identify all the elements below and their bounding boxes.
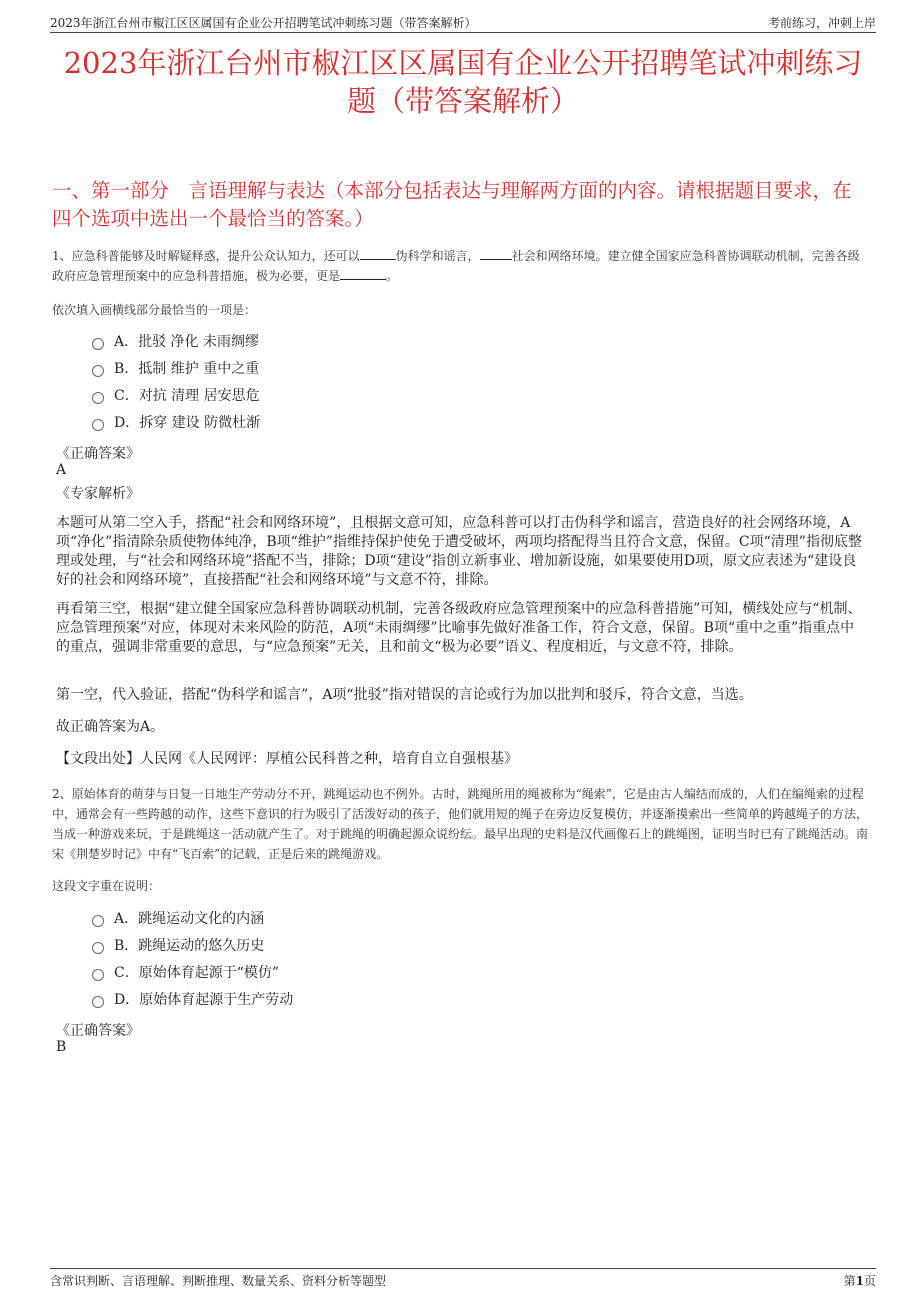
- question-1-option-a[interactable]: A．批驳 净化 未雨绸缪: [92, 331, 259, 353]
- radio-icon[interactable]: [92, 942, 104, 954]
- question-2-option-b[interactable]: B．跳绳运动的悠久历史: [92, 935, 264, 957]
- question-1-option-b[interactable]: B．抵制 维护 重中之重: [92, 358, 259, 380]
- question-1-stem: 1、应急科普能够及时解疑释惑，提升公众认知力，还可以 伪科学和谣言， 社会和网络环境。建立健全国家应急科普协调联动机制，完善各级政府应急管理预案中的应急科普措施，极为必要，更是 。: [52, 249, 860, 283]
- radio-icon[interactable]: [92, 915, 104, 927]
- question-2-stem: 2、原始体育的萌芽与日复一日地生产劳动分不开，跳绳运动也不例外。古时，跳绳所用的绳被称为“绳索”，它是由古人编结而成的，人们在编绳索的过程中，通常会有一些跨越的动作，这些下意识的行为吸引了活泼好动的孩子，他们就用短的绳子在旁边反复模仿，并逐渐摸索出一些简单的跨越绳子的方法，当成一种游戏来玩，于是跳绳这一活动就产生了。对于跳绳的明确起源众说纷纭。最早出现的史料是汉代画像石上的跳绳图，证明当时已有了跳绳活动。南宋《荆楚岁时记》中有“飞百索”的记载，正是后来的跳绳游戏。: [52, 787, 869, 861]
- question-2-prompt: 这段文字重在说明：: [52, 879, 161, 893]
- analysis-paragraph: 第一空，代入验证，搭配“伪科学和谣言”，A项“批驳”指对错误的言论或行为加以批判和驳斥，符合文意，当选。: [56, 687, 753, 703]
- question-2-option-c[interactable]: C．原始体育起源于“模仿”: [92, 962, 279, 984]
- radio-icon[interactable]: [92, 392, 104, 404]
- page-footer: [50, 1268, 876, 1291]
- question-1-option-d[interactable]: D．拆穿 建设 防微杜渐: [92, 412, 260, 434]
- question-1-analysis-label: 《专家解析》: [56, 486, 140, 502]
- question-2-option-a[interactable]: A．跳绳运动文化的内涵: [92, 908, 264, 930]
- radio-icon[interactable]: [92, 419, 104, 431]
- question-1-option-c[interactable]: C．对抗 清理 居安思危: [92, 385, 260, 407]
- analysis-paragraph: 再看第三空，根据“建立健全国家应急科普协调联动机制，完善各级政府应急管理预案中的应急科普措施”可知，横线处应与“机制、应急管理预案”对应，体现对未来风险的防范，A项“未雨绸缪”比喻事先做好准备工作，符合文意，保留。B项“重中之重”指重点中的重点，强调非常重要的意思，与“应急预案”无关，且和前文“极为必要”语义、程度相近，与文意不符，排除。: [56, 601, 862, 655]
- analysis-paragraph: 本题可从第二空入手，搭配“社会和网络环境”，且根据文意可知，应急科普可以打击伪科学和谣言，营造良好的社会网络环境，A项“净化”指清除杂质使物体纯净，B项“维护”指维持保护使免于遭受破坏，两项均搭配得当且符合文意，保留。C项“清理”指彻底整理或处理，与“社会和网络环境”搭配不当，排除；D项“建设”指创立新事业、增加新设施，如果要使用D项，原文应表述为“建设良好的社会和网络环境”，直接搭配“社会和网络环境”与文意不符，排除。: [56, 515, 862, 588]
- question-2-option-d[interactable]: D．原始体育起源于生产劳动: [92, 989, 293, 1011]
- radio-icon[interactable]: [92, 365, 104, 377]
- question-1-prompt: 依次填入画横线部分最恰当的一项是：: [52, 303, 257, 317]
- question-2-answer-label: 《正确答案》: [56, 1023, 140, 1039]
- radio-icon[interactable]: [92, 996, 104, 1008]
- question-2-answer: B: [56, 1039, 67, 1055]
- header-doc-title: 2023年浙江台州市椒江区区属国有企业公开招聘笔试冲刺练习题（带答案解析）: [50, 16, 477, 30]
- section-heading: 一、第一部分 言语理解与表达（本部分包括表达与理解两方面的内容。请根据题目要求，在四个选项中选出一个最恰当的答案。）: [52, 179, 852, 230]
- page-title: 2023年浙江台州市椒江区区属国有企业公开招聘笔试冲刺练习题（带答案解析）: [63, 46, 863, 118]
- radio-icon[interactable]: [92, 338, 104, 350]
- header-slogan: 考前练习，冲刺上岸: [767, 16, 876, 30]
- page-header: [50, 10, 876, 33]
- page-number: 第1页: [843, 1274, 876, 1288]
- question-1-answer: A: [56, 462, 67, 478]
- analysis-source: 【文段出处】人民网《人民网评：厚植公民科普之种，培育自立自强根基》: [56, 751, 518, 767]
- radio-icon[interactable]: [92, 969, 104, 981]
- question-1-answer-label: 《正确答案》: [56, 446, 140, 462]
- footer-description: 含常识判断、言语理解、判断推理、数量关系、资料分析等题型: [50, 1274, 387, 1288]
- analysis-conclusion: 故正确答案为A。: [56, 719, 165, 735]
